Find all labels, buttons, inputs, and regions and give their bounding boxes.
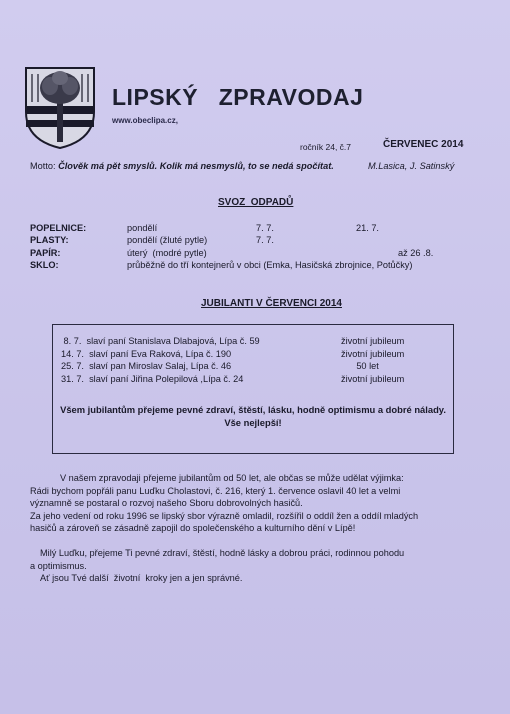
waste-day: pondělí bbox=[127, 223, 158, 233]
issue-month: ČERVENEC 2014 bbox=[383, 139, 464, 150]
jubilee-person: 8. 7. slaví paní Stanislava Dlabajová, Lípa č. 59 bbox=[61, 336, 260, 346]
waste-collection-heading: SVOZ ODPADŮ bbox=[218, 197, 294, 208]
waste-date: 21. 7. bbox=[356, 223, 379, 233]
waste-row bbox=[30, 222, 490, 234]
list-item bbox=[61, 335, 451, 348]
list-item bbox=[61, 360, 451, 373]
article-paragraph bbox=[30, 547, 470, 585]
list-item bbox=[61, 373, 451, 386]
waste-date: 7. 7. bbox=[256, 235, 274, 246]
village-coat-of-arms-icon bbox=[24, 66, 96, 150]
jubilee-occasion: životní jubileum bbox=[341, 336, 405, 346]
motto-label: Motto: bbox=[30, 161, 59, 171]
jubilees-heading: JUBILANTI V ČERVENCI 2014 bbox=[201, 298, 342, 309]
article-paragraph bbox=[30, 472, 470, 535]
article-line: Milý Luďku, přejeme Ti pevné zdraví, štěstí, hodně lásky a dobrou práci, rodinnou pohodu bbox=[40, 548, 405, 558]
waste-label: SKLO: bbox=[30, 259, 59, 270]
jubilee-occasion: životní jubileum bbox=[341, 373, 405, 384]
jubilee-person: 31. 7. slaví paní Jiřina Polepilová ,Lípa č. 24 bbox=[61, 373, 244, 384]
waste-day: úterý (modré pytle) bbox=[127, 247, 207, 258]
issue-number: ročník 24, č.7 bbox=[300, 142, 352, 152]
article-line: Rádi bychom popřáli panu Luďku Cholastovi, č. 216, který 1. července oslavil 40 let a velmi bbox=[30, 485, 401, 496]
article-line: hasičů a zároveň se zásadně zapojil do společenského a kulturního dění v Lípě! bbox=[30, 523, 356, 534]
article-line: významně se postaral o rozvoj našeho Sboru dobrovolných hasičů. bbox=[30, 498, 303, 509]
list-item bbox=[61, 348, 451, 361]
waste-row bbox=[30, 247, 490, 259]
jubilees-box bbox=[52, 324, 454, 454]
jubilees-wish bbox=[53, 403, 453, 429]
waste-day: pondělí (žluté pytle) bbox=[127, 235, 208, 246]
motto-author: M.Lasica, J. Satinský bbox=[368, 161, 455, 171]
jubilees-list bbox=[61, 335, 451, 385]
jubilee-occasion: životní jubileum bbox=[341, 348, 405, 359]
motto-quote: Člověk má pět smyslů. Kolik má nesmyslů, to se nedá spočítat. bbox=[58, 161, 334, 171]
article-line: Za jeho vedení od roku 1996 se lipský sbor výrazně omladil, rozšířil o oddíl žen a oddíl mladých bbox=[30, 510, 419, 521]
waste-row bbox=[30, 259, 490, 271]
waste-date: 7. 7. bbox=[256, 223, 274, 233]
waste-label: PAPÍR: bbox=[30, 247, 61, 258]
jubilee-person: 25. 7. slaví pan Miroslav Salaj, Lípa č. 46 bbox=[61, 361, 232, 371]
jubilee-person: 14. 7. slaví paní Eva Raková, Lípa č. 190 bbox=[61, 348, 232, 359]
jubilee-occasion: 50 let bbox=[341, 361, 379, 371]
motto-line bbox=[30, 161, 490, 171]
waste-row bbox=[30, 234, 490, 246]
article-line: V našem zpravodaji přejeme jubilantům od 50 let, ale občas se může udělat výjimka: bbox=[60, 473, 404, 483]
article-line: Ať jsou Tvé další životní kroky jen a jen správné. bbox=[40, 573, 243, 584]
wish-line: Vše nejlepší! bbox=[224, 417, 282, 428]
article-line: a optimismus. bbox=[30, 560, 87, 571]
waste-label: PLASTY: bbox=[30, 235, 69, 246]
waste-collection-table bbox=[30, 222, 490, 271]
waste-day: průběžně do tří kontejnerů v obci (Emka, Hasičská zbrojnice, Potůčky) bbox=[127, 259, 413, 270]
newsletter-title: LIPSKÝ ZPRAVODAJ bbox=[112, 84, 364, 110]
waste-date: až 26 .8. bbox=[398, 247, 434, 258]
wish-line: Všem jubilantům přejeme pevné zdraví, štěstí, lásku, hodně optimismu a dobré nálady. bbox=[60, 404, 446, 415]
waste-label: POPELNICE: bbox=[30, 223, 87, 233]
website-link[interactable]: www.obeclipa.cz, bbox=[112, 116, 178, 125]
